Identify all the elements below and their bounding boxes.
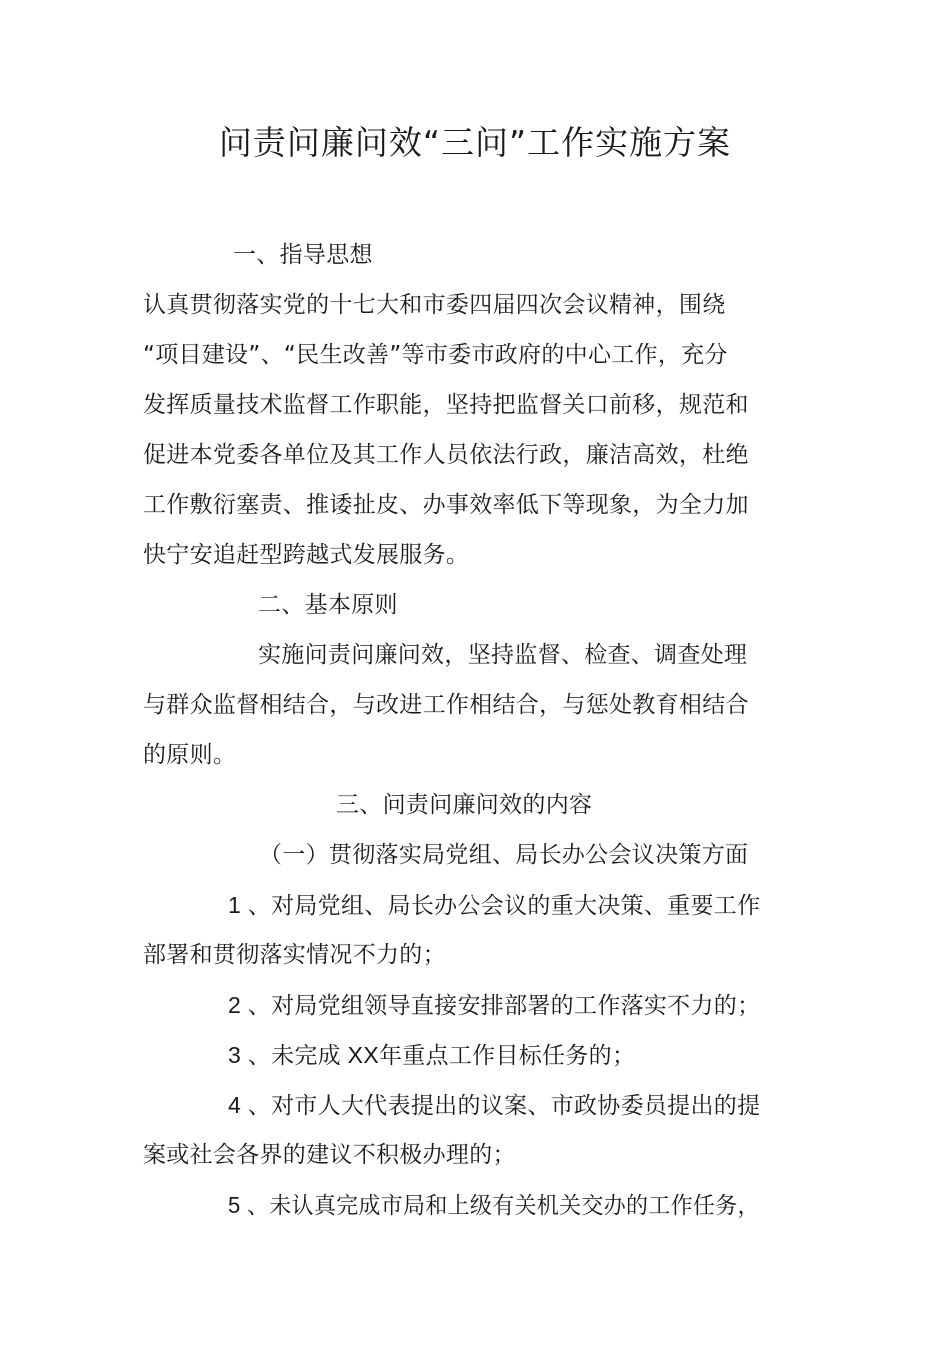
list-item: 4 、对市人大代表提出的议案、市政协委员提出的提 xyxy=(228,1092,761,1118)
paragraph-line: 的原则。 xyxy=(143,742,237,768)
document-title: 问责问廉问效“三问”工作实施方案 xyxy=(218,123,732,162)
paragraph-line: 促进本党委各单位及其工作人员依法行政，廉洁高效，杜绝 xyxy=(143,442,749,468)
list-item-continuation: 部署和贯彻落实情况不力的； xyxy=(143,942,446,968)
section-heading-basic-principles: 二、基本原则 xyxy=(258,592,398,618)
paragraph-line: “项目建设”、“民生改善”等市委市政府的中心工作，充分 xyxy=(143,342,728,368)
paragraph-line: 工作敷衍塞责、推诿扯皮、办事效率低下等现象，为全力加 xyxy=(143,492,749,518)
paragraph-line: 与群众监督相结合，与改进工作相结合，与惩处教育相结合 xyxy=(143,692,749,718)
list-item: 1 、对局党组、局长办公会议的重大决策、重要工作 xyxy=(228,892,761,918)
subsection-heading: （一）贯彻落实局党组、局长办公会议决策方面 xyxy=(259,842,749,868)
section-heading-content: 三、问责问廉问效的内容 xyxy=(336,792,593,818)
section-heading-guiding-thought: 一、指导思想 xyxy=(233,242,373,268)
paragraph-line: 快宁安追赶型跨越式发展服务。 xyxy=(143,542,470,568)
list-item-continuation: 案或社会各界的建议不积极办理的； xyxy=(143,1142,516,1168)
list-item: 3 、未完成 XX年重点工作目标任务的； xyxy=(228,1042,636,1068)
paragraph-line: 认真贯彻落实党的十七大和市委四届四次会议精神，围绕 xyxy=(143,292,726,318)
list-item: 2 、对局党组领导直接安排部署的工作落实不力的； xyxy=(228,992,761,1018)
list-item: 5 、未认真完成市局和上级有关机关交办的工作任务， xyxy=(228,1192,760,1218)
paragraph-line: 实施问责问廉问效，坚持监督、检查、调查处理 xyxy=(258,642,748,668)
paragraph-line: 发挥质量技术监督工作职能，坚持把监督关口前移，规范和 xyxy=(143,392,749,418)
